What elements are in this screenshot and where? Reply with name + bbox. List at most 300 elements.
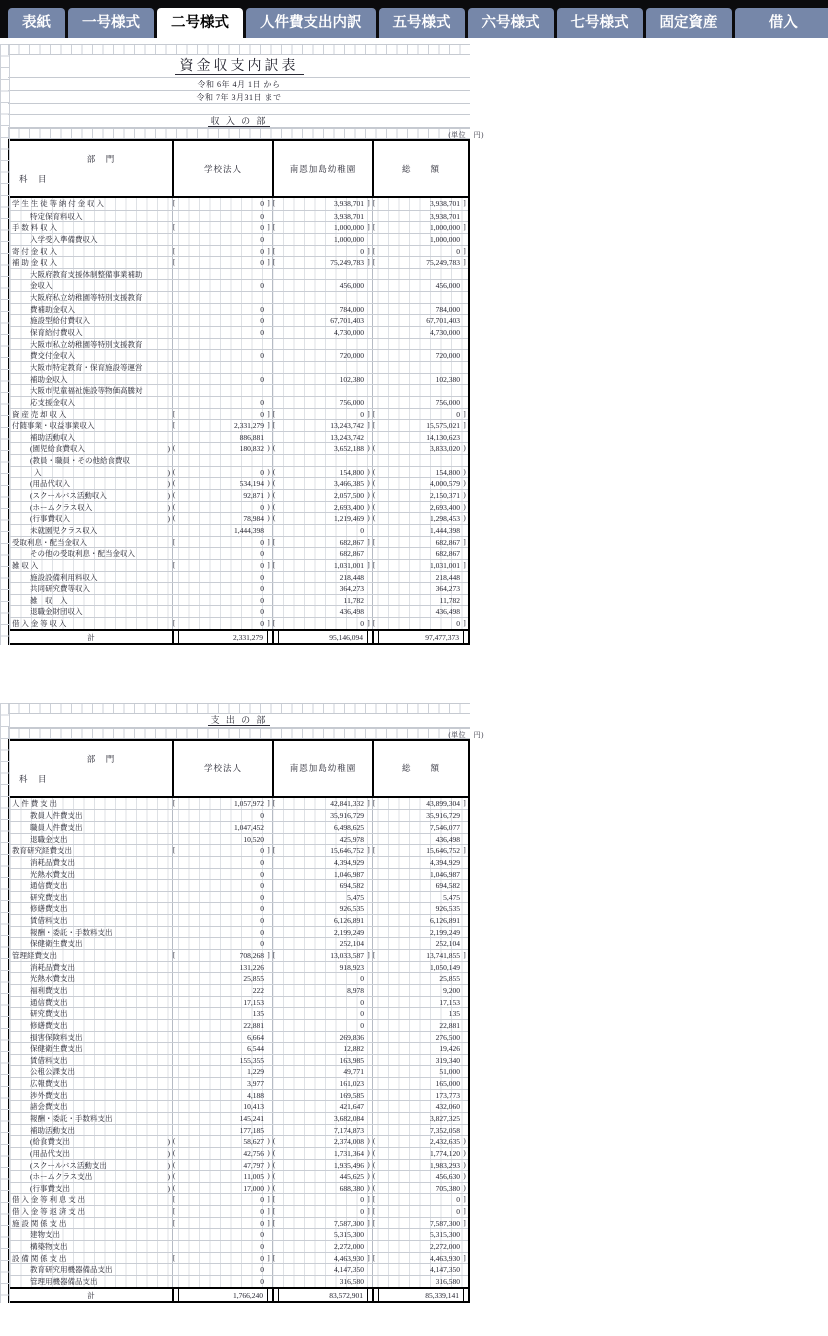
amount-value: 17,000 xyxy=(243,1183,264,1193)
close-bracket xyxy=(365,374,372,385)
amount-value: 0 xyxy=(260,502,264,512)
close-bracket: ] xyxy=(267,1207,270,1216)
open-bracket: ( xyxy=(273,1137,276,1146)
open-bracket: ( xyxy=(173,1183,176,1192)
amount-value: 135 xyxy=(252,1009,264,1019)
table-row xyxy=(10,559,468,571)
subject-cell xyxy=(10,892,172,903)
close-bracket xyxy=(265,962,272,973)
tab-固定資産[interactable]: 固定資産 xyxy=(646,8,732,38)
table-row xyxy=(10,1228,468,1240)
close-bracket: ] xyxy=(463,1253,466,1262)
close-bracket xyxy=(265,1229,272,1240)
subject-label: 共同研究費等収入 xyxy=(30,584,90,594)
subject-cell xyxy=(10,443,172,454)
close-bracket xyxy=(365,397,372,408)
close-bracket xyxy=(365,997,372,1008)
amount-value: 0 xyxy=(260,246,264,256)
amount-value: 269,836 xyxy=(339,1032,364,1042)
amount-cell xyxy=(172,1183,272,1194)
amount-cell xyxy=(372,938,468,949)
column-header-kindergarten: 南恩加島幼稚園 xyxy=(272,741,372,796)
amount-cell xyxy=(372,845,468,856)
amount-cell xyxy=(172,292,272,303)
tab-表紙[interactable]: 表紙 xyxy=(8,8,65,38)
amount-value: 67,701,403 xyxy=(426,316,460,326)
amount-cell xyxy=(272,822,372,833)
tab-六号様式[interactable]: 六号様式 xyxy=(468,8,554,38)
amount-cell xyxy=(172,822,272,833)
tab-借入[interactable]: 借入 xyxy=(735,8,828,38)
close-bracket xyxy=(365,211,372,222)
open-bracket xyxy=(374,1289,379,1301)
close-bracket: ) xyxy=(463,1183,466,1192)
amount-cell xyxy=(172,1101,272,1112)
open-bracket: [ xyxy=(273,246,276,255)
amount-cell xyxy=(272,915,372,926)
amount-value: 456,000 xyxy=(339,281,364,291)
open-bracket: ( xyxy=(373,502,376,511)
subject-label: 通信費支出 xyxy=(30,997,68,1007)
close-bracket xyxy=(265,548,272,559)
amount-cell xyxy=(372,1148,468,1159)
amount-cell xyxy=(372,339,468,350)
subject-cell xyxy=(10,810,172,821)
close-bracket: ] xyxy=(367,246,370,255)
close-bracket: ] xyxy=(267,1253,270,1262)
amount-value: 316,580 xyxy=(435,1276,460,1286)
amount-cell xyxy=(172,810,272,821)
column-header-subject xyxy=(10,141,172,196)
table-row xyxy=(10,582,468,594)
subject-label: 補助金収入 xyxy=(30,374,68,384)
amount-cell xyxy=(372,1113,468,1124)
amount-value: 15,646,752 xyxy=(426,846,460,856)
open-bracket: [ xyxy=(373,619,376,628)
subject-cell xyxy=(10,385,172,396)
subject-label: 構築物支出 xyxy=(30,1242,68,1252)
amount-value: 0 xyxy=(260,595,264,605)
subject-cell xyxy=(10,537,172,548)
subject-label: 損害保険料支出 xyxy=(30,1032,83,1042)
amount-cell xyxy=(372,409,468,420)
subject-cell xyxy=(10,1043,172,1054)
amount-value: 4,188 xyxy=(247,1090,264,1100)
amount-cell xyxy=(272,1264,372,1275)
open-bracket: ( xyxy=(173,444,176,453)
close-bracket xyxy=(365,525,372,536)
close-bracket xyxy=(365,304,372,315)
open-bracket: [ xyxy=(273,1218,276,1227)
close-bracket xyxy=(461,548,468,559)
amount-cell xyxy=(372,1276,468,1287)
table-row xyxy=(10,245,468,257)
close-bracket xyxy=(461,1032,468,1043)
department-label: 部 門 xyxy=(86,154,116,164)
subject-label: 賃借料支出 xyxy=(30,916,68,926)
amount-cell xyxy=(372,560,468,571)
amount-cell xyxy=(172,490,272,501)
close-bracket xyxy=(265,385,272,396)
tab-二号様式[interactable]: 二号様式 xyxy=(157,8,243,38)
amount-value: 682,867 xyxy=(435,549,460,559)
close-bracket: ) xyxy=(367,1183,370,1192)
subject-label: 科 目 xyxy=(19,174,48,184)
amount-cell xyxy=(272,798,372,810)
amount-value: 3,682,084 xyxy=(334,1114,364,1123)
close-bracket: ) xyxy=(367,467,370,476)
close-bracket: ] xyxy=(463,246,466,255)
close-bracket xyxy=(365,234,372,245)
amount-cell xyxy=(272,1125,372,1136)
close-bracket: ] xyxy=(267,258,270,267)
amount-cell xyxy=(372,892,468,903)
close-bracket xyxy=(265,1066,272,1077)
close-bracket xyxy=(461,927,468,938)
amount-value: 25,855 xyxy=(243,974,264,984)
subject-cell xyxy=(10,257,172,268)
amount-value: 1,983,293 xyxy=(430,1160,460,1170)
amount-value: 1,050,149 xyxy=(430,962,460,972)
open-bracket: [ xyxy=(373,421,376,430)
title-row xyxy=(8,55,470,78)
close-bracket: ] xyxy=(367,223,370,232)
amount-value: 1,057,972 xyxy=(234,798,264,808)
subject-cell xyxy=(10,1264,172,1275)
close-bracket: ] xyxy=(463,951,466,960)
amount-value: 0 xyxy=(260,1276,264,1286)
subject-cell xyxy=(10,246,172,257)
subject-cell xyxy=(10,1125,172,1136)
amount-cell xyxy=(372,222,468,233)
amount-cell xyxy=(372,1218,468,1229)
amount-value: 6,664 xyxy=(247,1032,264,1042)
amount-cell xyxy=(172,362,272,373)
close-bracket xyxy=(365,1043,372,1054)
close-bracket xyxy=(365,1241,372,1252)
income-section-header xyxy=(8,115,470,128)
open-bracket xyxy=(174,631,179,643)
amount-cell xyxy=(272,1090,372,1101)
open-bracket: [ xyxy=(373,1218,376,1227)
open-bracket: [ xyxy=(373,258,376,267)
amount-value xyxy=(279,339,365,350)
tab-五号様式[interactable]: 五号様式 xyxy=(379,8,465,38)
close-bracket: ) xyxy=(167,502,170,512)
amount-cell xyxy=(272,572,372,583)
amount-value xyxy=(379,385,461,396)
amount-value: 8,978 xyxy=(347,985,364,995)
amount-value: 1,444,398 xyxy=(234,525,264,535)
close-bracket: ] xyxy=(267,1195,270,1204)
amount-cell xyxy=(172,525,272,536)
close-bracket xyxy=(461,1276,468,1287)
amount-value: 0 xyxy=(260,916,264,926)
subject-cell xyxy=(10,502,172,513)
subject-label: その他の受取利息・配当金収入 xyxy=(30,549,135,559)
open-bracket: ( xyxy=(173,1160,176,1169)
open-bracket: [ xyxy=(173,409,176,418)
close-bracket xyxy=(365,339,372,350)
table-row xyxy=(10,256,468,268)
amount-cell xyxy=(372,1206,468,1217)
subject-label: 費交付金収入 xyxy=(30,351,75,361)
subject-cell xyxy=(10,845,172,856)
close-bracket xyxy=(365,892,372,903)
amount-value: 10,413 xyxy=(243,1102,264,1112)
amount-cell xyxy=(172,257,272,268)
close-bracket xyxy=(461,869,468,880)
amount-value: 436,498 xyxy=(435,834,460,844)
open-bracket: [ xyxy=(273,223,276,232)
subject-label: 報酬・委託・手数料支出 xyxy=(30,927,113,937)
amount-value: 926,535 xyxy=(435,904,460,914)
amount-value: 2,331,279 xyxy=(234,421,264,431)
subject-label: 補助活動支出 xyxy=(30,1125,75,1135)
subject-cell xyxy=(10,304,172,315)
close-bracket xyxy=(265,892,272,903)
subject-cell xyxy=(10,985,172,996)
close-bracket xyxy=(461,269,468,280)
open-bracket: [ xyxy=(173,951,176,960)
table-header xyxy=(10,141,468,198)
amount-value: 155,355 xyxy=(239,1055,264,1065)
table-row xyxy=(10,210,468,222)
amount-cell xyxy=(372,1289,468,1301)
close-bracket xyxy=(461,385,468,396)
amount-value: 5,475 xyxy=(443,892,460,902)
subject-label: 施設設備利用料収入 xyxy=(30,572,98,582)
table-row xyxy=(10,221,468,233)
amount-value: 180,832 xyxy=(239,444,264,454)
amount-cell xyxy=(172,892,272,903)
subject-cell xyxy=(10,490,172,501)
subject-cell xyxy=(10,1078,172,1089)
close-bracket xyxy=(265,606,272,617)
amount-value: 7,587,300 xyxy=(334,1218,364,1228)
subject-label: 保健衛生費支出 xyxy=(30,939,83,949)
amount-cell xyxy=(372,548,468,559)
close-bracket xyxy=(365,362,372,373)
amount-value: 42,756 xyxy=(243,1148,264,1158)
subject-label: 研究費支出 xyxy=(30,892,68,902)
amount-value: 5,475 xyxy=(347,892,364,902)
subject-label: 賃借料支出 xyxy=(30,1055,68,1065)
amount-value: 436,498 xyxy=(339,607,364,617)
amount-value xyxy=(279,385,365,396)
close-bracket: ) xyxy=(463,1148,466,1157)
amount-value: 15,646,752 xyxy=(330,846,364,856)
table-row xyxy=(10,1065,468,1077)
amount-cell xyxy=(272,1218,372,1229)
subject-label: 諸会費支出 xyxy=(30,1102,68,1112)
subject-cell xyxy=(10,1020,172,1031)
subject-label: (用品代収入 xyxy=(30,479,70,489)
subject-label: 研究費支出 xyxy=(30,1009,68,1019)
close-bracket xyxy=(365,350,372,361)
close-bracket xyxy=(265,938,272,949)
subject-cell xyxy=(10,234,172,245)
amount-value: 3,827,325 xyxy=(430,1114,460,1123)
subject-cell xyxy=(10,927,172,938)
close-bracket xyxy=(461,1066,468,1077)
close-bracket xyxy=(461,834,468,845)
close-bracket: ] xyxy=(463,409,466,418)
amount-value: 22,881 xyxy=(243,1020,264,1030)
subject-label: 学 生 生 徒 等 納 付 金 収 入 xyxy=(12,199,104,208)
close-bracket xyxy=(461,857,468,868)
amount-cell xyxy=(372,962,468,973)
close-bracket: ] xyxy=(367,199,370,207)
subject-cell xyxy=(10,432,172,443)
subject-label: 人 件 費 支 出 xyxy=(12,798,57,808)
open-bracket: [ xyxy=(173,560,176,569)
table-row xyxy=(10,617,468,629)
amount-value: 0 xyxy=(456,619,460,629)
open-bracket: [ xyxy=(273,846,276,855)
close-bracket xyxy=(265,880,272,891)
amount-cell xyxy=(172,198,272,210)
amount-cell xyxy=(272,257,372,268)
table-row xyxy=(10,1182,468,1194)
amount-value: 75,249,783 xyxy=(330,258,364,268)
amount-cell xyxy=(372,1008,468,1019)
amount-cell xyxy=(172,1090,272,1101)
amount-cell xyxy=(172,1276,272,1287)
amount-value: 0 xyxy=(360,1020,364,1030)
table-row xyxy=(10,594,468,606)
open-bracket: ( xyxy=(173,1137,176,1146)
open-bracket: ( xyxy=(373,1137,376,1146)
amount-value: 0 xyxy=(260,881,264,891)
amount-value: 784,000 xyxy=(435,304,460,314)
open-bracket: ( xyxy=(273,514,276,523)
close-bracket xyxy=(365,1229,372,1240)
amount-value: 0 xyxy=(260,619,264,629)
subject-label: 資 産 売 却 収 入 xyxy=(12,409,67,419)
table-row xyxy=(10,914,468,926)
amount-value: 12,882 xyxy=(343,1044,364,1054)
open-bracket: ( xyxy=(173,467,176,476)
amount-cell xyxy=(272,618,372,629)
amount-cell xyxy=(172,420,272,431)
amount-value: 165,000 xyxy=(435,1079,460,1089)
amount-value xyxy=(179,362,265,373)
close-bracket: ] xyxy=(267,798,270,807)
amount-value: 0 xyxy=(260,1218,264,1228)
tab-七号様式[interactable]: 七号様式 xyxy=(557,8,643,38)
open-bracket: [ xyxy=(173,798,176,807)
amount-cell xyxy=(272,1020,372,1031)
amount-value: 6,126,891 xyxy=(430,916,460,926)
column-header-subject xyxy=(10,741,172,796)
close-bracket: ) xyxy=(267,444,270,453)
close-bracket: ] xyxy=(367,846,370,855)
close-bracket: ) xyxy=(167,444,170,454)
amount-cell xyxy=(172,845,272,856)
amount-cell xyxy=(172,548,272,559)
amount-cell xyxy=(372,1101,468,1112)
subject-label: 雑 収 入 xyxy=(12,560,39,570)
amount-cell xyxy=(272,315,372,326)
amount-cell xyxy=(372,1090,468,1101)
amount-cell xyxy=(372,502,468,513)
subject-label: (給食費支出 xyxy=(30,1137,70,1147)
amount-cell xyxy=(172,1066,272,1077)
amount-cell xyxy=(172,280,272,291)
amount-cell xyxy=(172,560,272,571)
amount-value: 1,000,000 xyxy=(334,223,364,233)
close-bracket xyxy=(461,962,468,973)
workbook-view xyxy=(0,44,828,1303)
table-row xyxy=(10,419,468,431)
open-bracket: ( xyxy=(273,491,276,500)
amount-value: 1,047,452 xyxy=(234,822,264,832)
close-bracket xyxy=(265,1020,272,1031)
tab-一号様式[interactable]: 一号様式 xyxy=(68,8,154,38)
open-bracket: [ xyxy=(173,1195,176,1204)
subject-label: 教育研究用機器備品支出 xyxy=(30,1265,113,1275)
subject-label: 設 備 関 係 支 出 xyxy=(12,1253,67,1263)
total-label: 計 xyxy=(87,1290,95,1300)
table-row xyxy=(10,198,468,210)
close-bracket: ] xyxy=(463,798,466,807)
amount-value: 131,226 xyxy=(239,962,264,972)
grid-strip xyxy=(8,728,484,739)
amount-cell xyxy=(372,1160,468,1171)
close-bracket xyxy=(365,1276,372,1287)
close-bracket: ] xyxy=(367,421,370,430)
close-bracket xyxy=(461,374,468,385)
amount-cell xyxy=(372,280,468,291)
amount-cell xyxy=(272,1241,372,1252)
amount-cell xyxy=(372,304,468,315)
amount-cell xyxy=(172,385,272,396)
amount-cell xyxy=(172,1125,272,1136)
close-bracket xyxy=(461,339,468,350)
subject-label: 福利費支出 xyxy=(30,985,68,995)
table-row xyxy=(10,547,468,559)
amount-value xyxy=(279,362,365,373)
subject-cell xyxy=(10,606,172,617)
expenditure-sheet xyxy=(8,703,484,1303)
table-row xyxy=(10,396,468,408)
amount-value: 15,575,021 xyxy=(426,421,460,431)
amount-cell xyxy=(272,834,372,845)
table-row xyxy=(10,1147,468,1159)
subject-cell xyxy=(10,198,172,210)
close-bracket xyxy=(461,1113,468,1124)
close-bracket xyxy=(365,315,372,326)
amount-value: 0 xyxy=(360,246,364,256)
amount-cell xyxy=(372,397,468,408)
open-bracket: [ xyxy=(173,223,176,232)
open-bracket: [ xyxy=(373,846,376,855)
close-bracket xyxy=(365,606,372,617)
table-row xyxy=(10,279,468,291)
close-bracket: ] xyxy=(367,1253,370,1262)
amount-value: 7,174,873 xyxy=(334,1125,364,1135)
close-bracket: ) xyxy=(463,1172,466,1181)
close-bracket xyxy=(265,997,272,1008)
amount-value: 97,477,373 xyxy=(425,632,459,642)
amount-cell xyxy=(272,525,372,536)
open-bracket xyxy=(374,631,379,643)
table-row xyxy=(10,961,468,973)
tab-人件費支出内訳[interactable]: 人件費支出内訳 xyxy=(246,8,376,38)
table-row xyxy=(10,902,468,914)
close-bracket xyxy=(461,822,468,833)
